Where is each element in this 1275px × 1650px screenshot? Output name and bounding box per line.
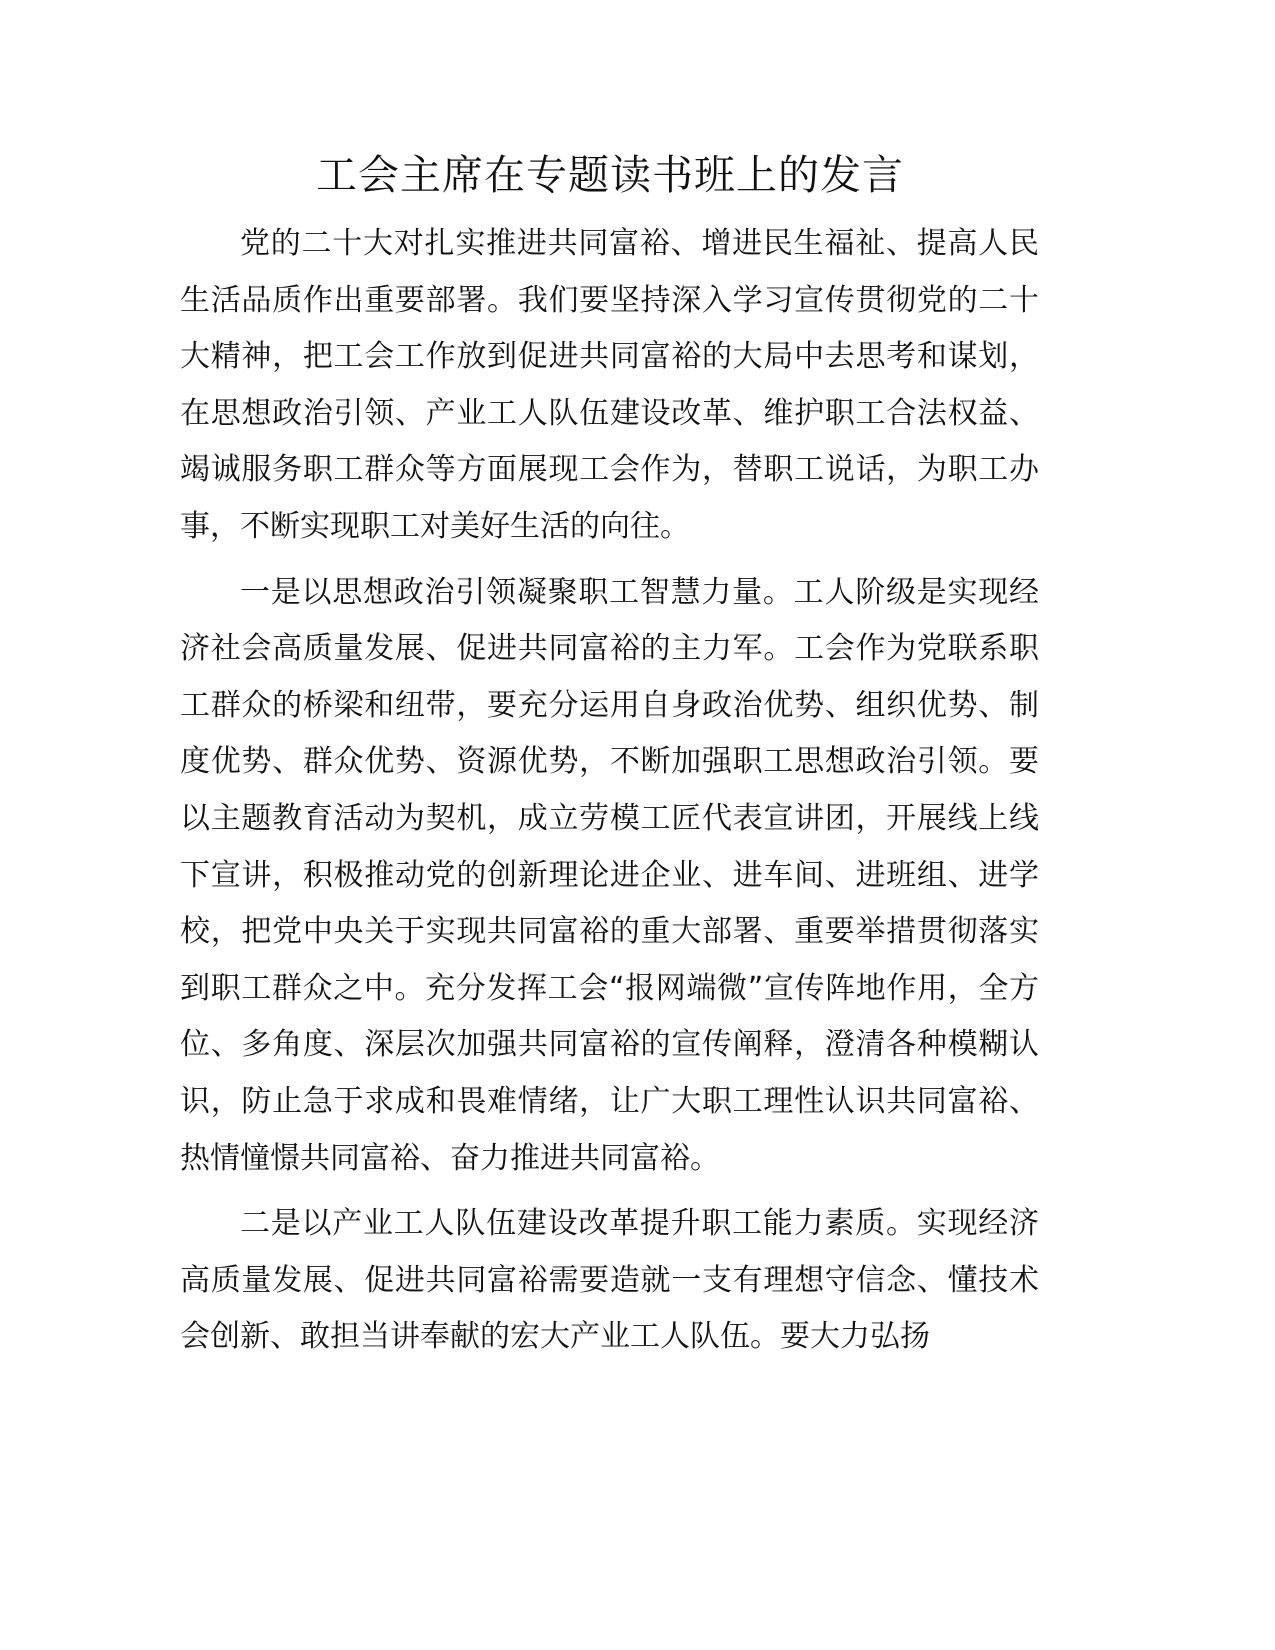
paragraph-point-one: 一是以思想政治引领凝聚职工智慧力量。工人阶级是实现经济社会高质量发展、促进共同富裕的主力军。工会作为党联系职工群众的桥梁和纽带，要充分运用自身政治优势、组织优势、制度优势、群众优势、资源优势，不断加强职工思想政治引领。要以主题教育活动为契机，成立劳模工匠代表宣讲团，开展线上线下宣讲，积极推动党的创新理论进企业、进车间、进班组、进学校，把党中央关于实现共同富裕的重大部署、重要举措贯彻落实到职工群众之中。充分发挥工会“报网端微”宣传阵地作用，全方位、多角度、深层次加强共同富裕的宣传阐释，澄清各种模糊认识，防止急于求成和畏难情绪，让广大职工理性认识共同富裕、热情憧憬共同富裕、奋力推进共同富裕。 <box>180 574 1039 1176</box>
paragraph-intro: 党的二十大对扎实推进共同富裕、增进民生福祉、提高人民生活品质作出重要部署。我们要坚持深入学习宣传贯彻党的二十大精神，把工会工作放到促进共同富裕的大局中去思考和谋划，在思想政治引领、产业工人队伍建设改革、维护职工合法权益、竭诚服务职工群众等方面展现工会作为，替职工说话，为职工办事，不断实现职工对美好生活的向往。 <box>180 226 1039 544</box>
paragraph-point-two: 二是以产业工人队伍建设改革提升职工能力素质。实现经济高质量发展、促进共同富裕需要造就一支有理想守信念、懂技术会创新、敢担当讲奉献的宏大产业工人队伍。要大力弘扬 <box>180 1206 1039 1355</box>
document-title: 工会主席在专题读书班上的发言 <box>316 151 904 199</box>
document-body <box>180 216 1039 1375</box>
